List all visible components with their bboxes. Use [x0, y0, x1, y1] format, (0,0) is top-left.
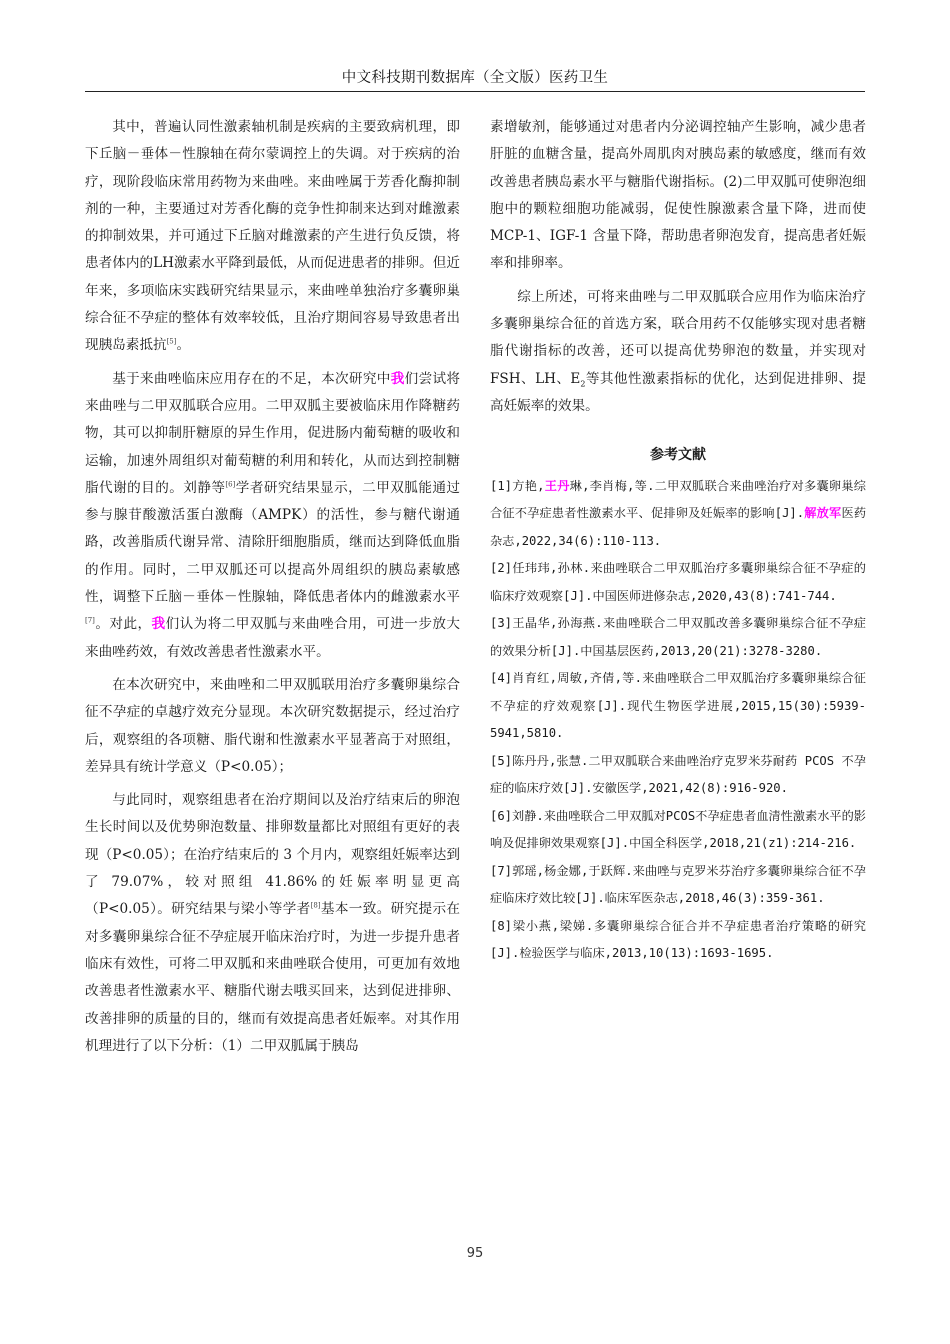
citation-7: [7] [85, 616, 95, 625]
reference-3: [3]王晶华,孙海燕.来曲唑联合二甲双胍改善多囊卵巢综合征不孕症的效果分析[J].中国基层医药,2013,20(21):3278-3280. [490, 616, 866, 658]
paragraph-text: 。对此， [94, 616, 152, 633]
highlighted-text: 解放军 [804, 506, 842, 521]
reference-text: 琳,李肖梅,等.二甲双胍联合来曲唑治疗对多囊卵巢综合征不孕症患者性激素水平、促排卵及妊娠率的影响[J]. [490, 478, 866, 521]
right-column [490, 114, 866, 968]
citation-6: [6] [225, 480, 236, 489]
citation-5: [5] [166, 337, 177, 346]
reference-8: [8]梁小燕,梁娣.多囊卵巢综合征合并不孕症患者治疗策略的研究[J].检验医学与临床,2013,10(13):1693-1695. [490, 918, 866, 961]
paragraph-results: 在本次研究中，来曲唑和二甲双胍联用治疗多囊卵巢综合征不孕症的卓越疗效充分显现。本次研究数据提示，经过治疗后，观察组的各项糖、脂代谢和性激素水平显著高于对照组，差异具有统计学意义（P<0.05）； [85, 676, 460, 775]
left-column [85, 114, 460, 1060]
journal-header: 中文科技期刊数据库（全文版）医药卫生 [341, 70, 609, 86]
paragraph-text: 学者研究结果显示，二甲双胍能通过参与腺苷酸激活蛋白激酶（AMPK）的活性，参与糖代谢通路，改善脂质代谢异常、清除肝细胞脂质，继而达到降低血脂的作用。同时，二甲双胍还可以提高外周组织的胰岛素敏感性，调整下丘脑－垂体－性腺轴，降低患者体内的雌激素水平 [85, 479, 461, 606]
reference-5: [5]陈丹丹,张慧.二甲双胍联合来曲唑治疗克罗米芬耐药 PCOS 不孕症的临床疗效[J].安徽医学,2021,42(8):916-920. [490, 753, 866, 796]
page-number: 95 [466, 1246, 484, 1261]
paragraph-conclusion [490, 284, 866, 420]
paragraph-metformin [85, 366, 460, 666]
reference-4: [4]肖育红,周敏,齐倩,等.来曲唑联合二甲双胍治疗多囊卵巢综合征不孕症的疗效观察[J].现代生物医学进展,2015,15(30):5939-5941,5810. [490, 671, 866, 741]
paragraph-text: 其中，普遍认同性激素轴机制是疾病的主要致病机理，即下丘脑－垂体－性腺轴在荷尔蒙调控上的失调。对于疾病的治疗，现阶段临床常用药物为来曲唑。来曲唑属于芳香化酶抑制剂的一种，主要通过对芳香化酶的竞争性抑制来达到对雌激素的抑制效果，并可通过下丘脑对雌激素的产生进行负反馈，将患者体内的LH激素水平降到最低，从而促进患者的排卵。但近年来，多项临床实践研究结果显示，来曲唑单独治疗多囊卵巢综合征不孕症的整体有效率较低，且治疗期间容易导致患者出现胰岛素抵抗 [85, 119, 460, 354]
reference-1 [490, 473, 866, 556]
paragraph-text: 基本一致。研究提示在对多囊卵巢综合征不孕症展开临床治疗时，为进一步提升患者临床有效性，可将二甲双胍和来曲唑联合使用，可更加有效地改善患者性激素水平、糖脂代谢去哦买回来，达到促进排卵、改善排卵的质量的目的，继而有效提高患者妊娠率。对其作用机理进行了以下分析：（1）二甲双胍属于胰岛 [85, 901, 461, 1054]
paragraph-continued: 素增敏剂，能够通过对患者内分泌调控轴产生影响，减少患者肝脏的血糖含量，提高外周肌肉对胰岛素的敏感度，继而有效改善患者胰岛素水平与糖脂代谢指标。(2)二甲双胍可使卵泡细胞中的颗粒细胞功能减弱，促使性腺激素含量下降，进而使 MCP-1、IGF-1 含量下降，帮助患者卵泡发育，提高患者妊娠率和排卵率。 [490, 119, 866, 272]
references-heading: 参考文献 [650, 447, 706, 464]
paragraph-text: 等其他性激素指标的优化，达到促进排卵、提高妊娠率的效果。 [490, 370, 867, 414]
paragraph-text: 们认为将二甲双胍与来曲唑合用，可进一步放大来曲唑药效，有效改善患者性激素水平。 [85, 616, 461, 660]
reference-2: [2]任玮玮,孙林.来曲唑联合二甲双胍治疗多囊卵巢综合征不孕症的临床疗效观察[J].中国医师进修杂志,2020,43(8):741-744. [490, 561, 866, 603]
paragraph-mechanism [85, 114, 460, 360]
reference-text: 医药杂志,2022,34(6):110-113. [490, 506, 867, 548]
highlighted-text: 我 [151, 616, 166, 633]
citation-8: [8] [310, 901, 321, 910]
header-rule [85, 91, 865, 92]
paragraph-text: 与此同时，观察组患者在治疗期间以及治疗结束后的卵泡生长时间以及优势卵泡数量、排卵数量都比对照组有更好的表现（P<0.05）；在治疗结束后的 3 个月内，观察组妊娠率达到了 79.07%，较对照组 41.86%的妊娠率明显更高（P<0.05）。研究结果与梁小等学者 [85, 792, 460, 918]
paragraph-analysis [85, 787, 460, 1060]
paragraph-text: 基于来曲唑临床应用存在的不足，本次研究中 [112, 370, 391, 387]
reference-text: [1]方艳, [490, 478, 545, 493]
paragraph-text: 。 [176, 337, 191, 354]
highlighted-text: 王丹 [544, 478, 570, 493]
reference-6: [6]刘静.来曲唑联合二甲双胍对PCOS不孕症患者血清性激素水平的影响及促排卵效果观察[J].中国全科医学,2018,21(z1):214-216. [490, 808, 866, 851]
highlighted-text: 我 [390, 370, 405, 387]
paragraph-text: 综上所述，可将来曲唑与二甲双胍联合应用作为临床治疗多囊卵巢综合征的首选方案，联合用药不仅能够实现对患者糖脂代谢指标的改善，还可以提高优势卵泡的数量，并实现对 FSH、LH、E [490, 288, 866, 387]
paragraph-text: 们尝试将来曲唑与二甲双胍联合应用。二甲双胍主要被临床用作降糖药物，其可以抑制肝糖原的异生作用，促进肠内葡萄糖的吸收和运输，加速外周组织对葡萄糖的利用和转化，从而达到控制糖脂代谢的目的。刘静等 [85, 370, 461, 496]
reference-7: [7]郭瑶,杨金娜,于跃辉.来曲唑与克罗米芬治疗多囊卵巢综合征不孕症临床疗效比较[J].临床军医杂志,2018,46(3):359-361. [490, 863, 866, 906]
subscript-2: 2 [580, 379, 586, 389]
